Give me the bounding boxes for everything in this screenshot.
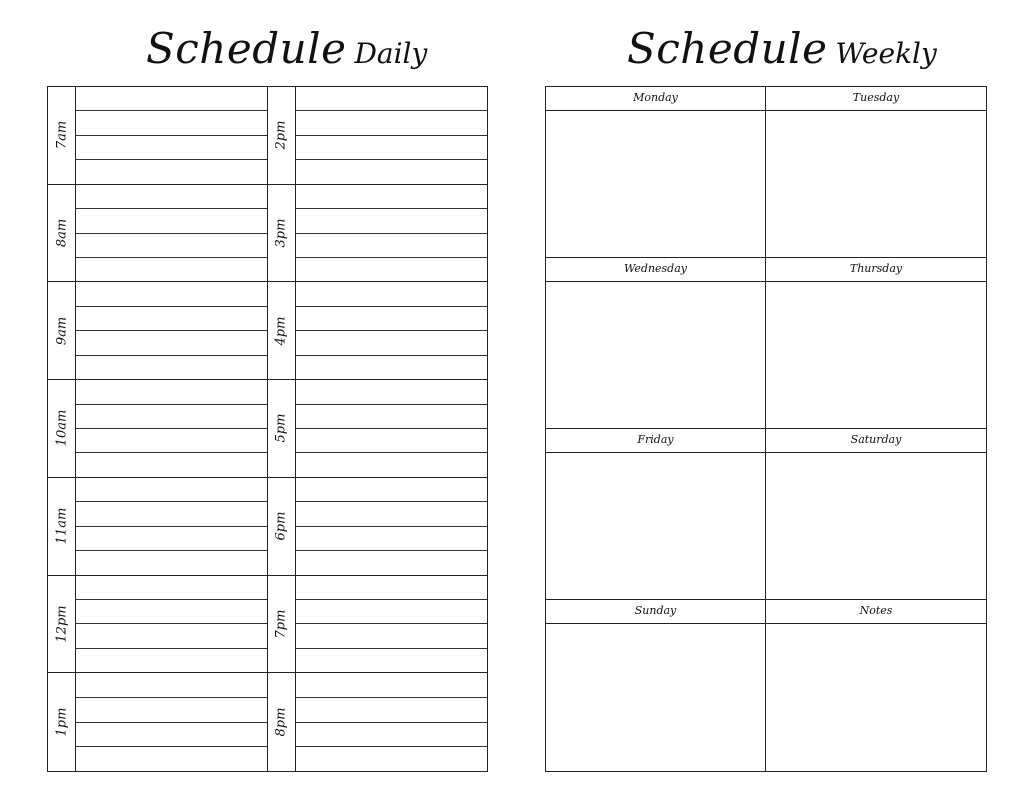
writing-line[interactable] [296,307,488,331]
writing-lines[interactable] [296,185,488,283]
hour-label-text: 6pm [273,511,289,541]
writing-lines[interactable] [296,282,488,380]
hour-label-left [48,673,76,771]
day-box [546,600,766,771]
writing-line[interactable] [296,258,488,281]
writing-line[interactable] [296,429,488,453]
day-header: Saturday [766,429,986,453]
writing-lines[interactable] [76,87,268,185]
writing-lines[interactable] [76,673,268,771]
hour-label-text: 1pm [54,707,69,737]
hour-label-left [48,478,76,576]
writing-line[interactable] [76,502,267,526]
hour-label-text: 5pm [273,414,289,443]
writing-line[interactable] [76,307,267,331]
writing-line[interactable] [296,453,488,476]
hour-label-right [268,673,296,771]
hour-label-text: 7am [54,121,69,150]
hour-label-text: 12pm [54,605,69,643]
writing-lines[interactable] [76,380,268,478]
day-header: Wednesday [546,258,765,282]
hour-label-right [268,380,296,478]
day-header: Notes [766,600,986,624]
weekly-title-main: Schedule [627,24,828,73]
day-box [766,600,986,771]
writing-line[interactable] [296,234,488,258]
hour-label-left [48,185,76,283]
writing-line[interactable] [76,624,267,648]
day-box [766,258,986,429]
writing-line[interactable] [76,331,267,355]
day-box [766,429,986,600]
hour-label-right [268,282,296,380]
writing-line[interactable] [296,502,488,526]
writing-line[interactable] [76,429,267,453]
daily-title-main: Schedule [146,24,347,73]
day-box [766,87,986,258]
hour-label-text: 8am [54,218,69,248]
writing-line[interactable] [76,551,267,574]
writing-line[interactable] [296,209,488,233]
writing-lines[interactable] [296,380,488,478]
hour-label-text: 9am [54,316,69,345]
writing-line[interactable] [296,624,488,648]
daily-schedule-grid [47,86,488,772]
writing-line[interactable] [296,649,488,672]
writing-line[interactable] [76,723,267,748]
writing-line[interactable] [76,136,267,160]
writing-line[interactable] [76,649,267,672]
writing-line[interactable] [296,160,488,183]
hour-label-right [268,87,296,185]
writing-lines[interactable] [296,673,488,771]
writing-line[interactable] [76,87,267,111]
writing-line[interactable] [296,698,488,723]
writing-line[interactable] [296,111,488,135]
day-writing-area[interactable] [546,111,765,257]
weekly-schedule-grid [545,86,987,772]
day-header: Friday [546,429,765,453]
day-box [546,258,766,429]
writing-lines[interactable] [76,478,268,576]
writing-line[interactable] [296,331,488,355]
day-box [546,429,766,600]
hour-label-left [48,380,76,478]
writing-line[interactable] [76,747,267,771]
writing-line[interactable] [296,87,488,111]
day-writing-area[interactable] [766,282,986,428]
writing-lines[interactable] [296,478,488,576]
writing-line[interactable] [76,282,267,306]
hour-label-right [268,478,296,576]
writing-line[interactable] [76,673,267,698]
day-header: Thursday [766,258,986,282]
writing-line[interactable] [76,576,267,600]
writing-line[interactable] [296,600,488,624]
hour-label-text: 2pm [273,120,289,150]
hour-label-text: 10am [54,410,69,447]
writing-line[interactable] [296,576,488,600]
writing-line[interactable] [76,600,267,624]
day-writing-area[interactable] [766,624,986,771]
writing-lines[interactable] [76,185,268,283]
writing-line[interactable] [296,136,488,160]
writing-line[interactable] [296,478,488,502]
writing-lines[interactable] [296,87,488,185]
weekly-title [627,24,937,84]
hour-label-right [268,576,296,674]
writing-lines[interactable] [76,576,268,674]
day-header: Sunday [546,600,765,624]
writing-line[interactable] [296,380,488,404]
day-writing-area[interactable] [766,111,986,257]
writing-line[interactable] [76,380,267,404]
weekly-title-sub: Weekly [835,37,937,70]
writing-lines[interactable] [76,282,268,380]
writing-line[interactable] [76,111,267,135]
hour-label-text: 4pm [273,316,289,346]
day-writing-area[interactable] [546,453,765,599]
day-header: Monday [546,87,765,111]
writing-line[interactable] [76,527,267,551]
writing-line[interactable] [76,405,267,429]
day-writing-area[interactable] [546,282,765,428]
day-writing-area[interactable] [766,453,986,599]
writing-line[interactable] [296,673,488,698]
writing-line[interactable] [76,258,267,281]
daily-title [146,24,427,84]
writing-line[interactable] [296,723,488,748]
hour-label-text: 3pm [273,218,289,248]
writing-line[interactable] [296,405,488,429]
writing-line[interactable] [76,698,267,723]
day-header: Tuesday [766,87,986,111]
writing-line[interactable] [76,478,267,502]
writing-line[interactable] [76,234,267,258]
hour-label-text: 7pm [273,609,289,639]
hour-label-left [48,87,76,185]
writing-line[interactable] [296,185,488,209]
writing-lines[interactable] [296,576,488,674]
writing-line[interactable] [76,356,267,379]
writing-line[interactable] [76,185,267,209]
hour-label-text: 8pm [273,707,289,737]
writing-line[interactable] [296,551,488,574]
hour-label-right [268,185,296,283]
writing-line[interactable] [76,453,267,476]
writing-line[interactable] [296,747,488,771]
writing-line[interactable] [76,160,267,183]
hour-label-text: 11am [54,507,69,545]
writing-line[interactable] [296,282,488,306]
day-writing-area[interactable] [546,624,765,771]
hour-label-left [48,282,76,380]
writing-line[interactable] [76,209,267,233]
day-box [546,87,766,258]
writing-line[interactable] [296,527,488,551]
hour-label-left [48,576,76,674]
daily-title-sub: Daily [354,37,428,70]
writing-line[interactable] [296,356,488,379]
